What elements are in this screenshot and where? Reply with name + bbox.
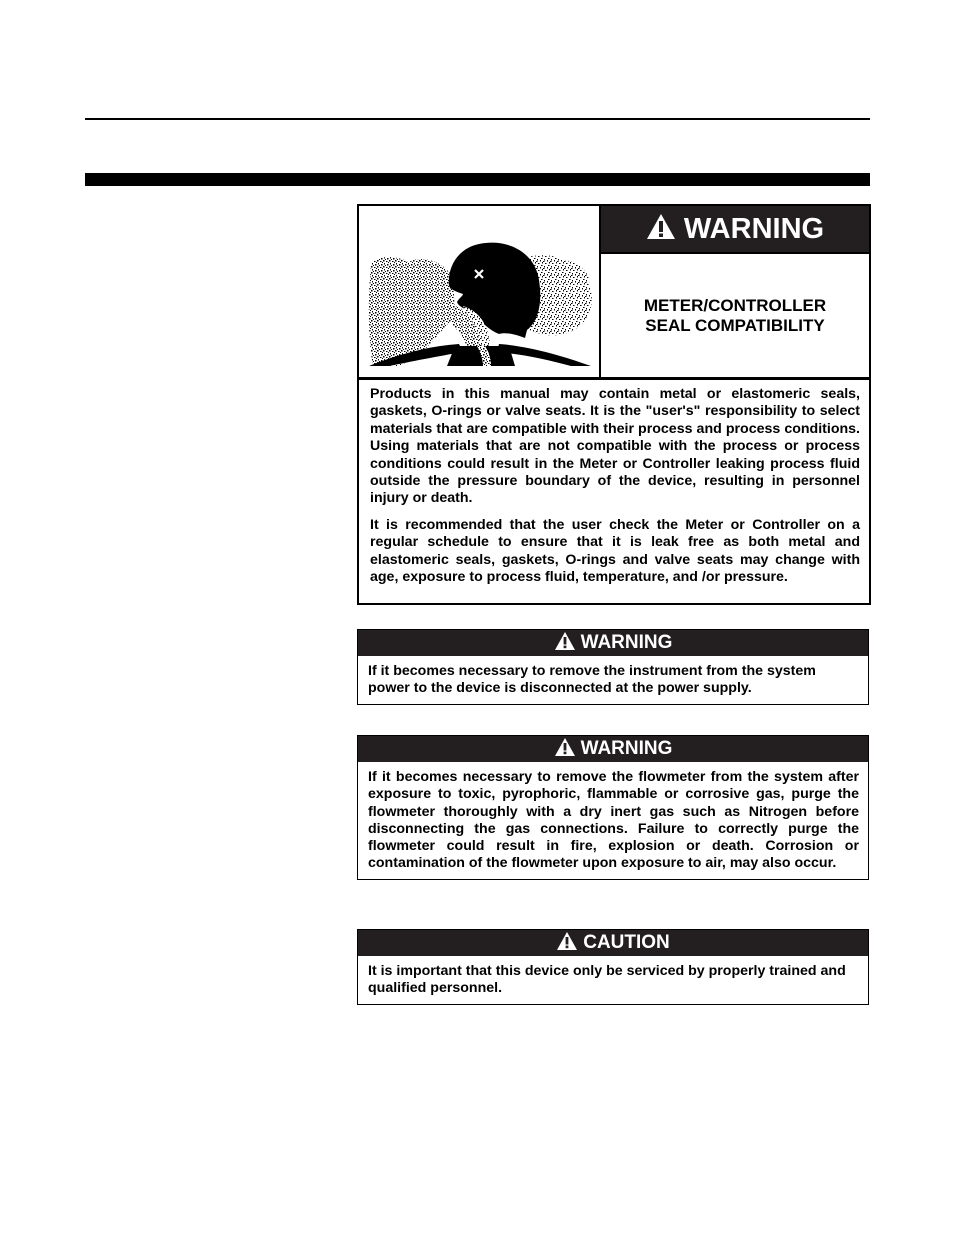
alert-header [358,930,868,956]
toxic-gas-inhalation-icon [359,206,601,377]
warning-header [601,206,869,252]
warning-subtitle [601,254,869,377]
power-disconnect-warning [357,629,869,705]
subtitle-line-1: METER/CONTROLLER [643,295,827,315]
warning-paragraph: Products in this manual may contain metal or elastomeric seals, gaskets, O-rings or valve seats. It is the "user's" responsibility to select materials that are compatible with their process and process conditions. Using materials that are not compatible with the process or process conditions could result in the Meter or Controller leaking process fluid outside the pressure boundary of the device, resulting in personnel injury or death. [370,386,860,507]
warning-body [370,386,860,595]
header-rule-thin [85,118,870,120]
warning-triangle-icon [556,931,578,956]
alert-body: If it becomes necessary to remove the flowmeter from the system after exposure to toxic, pyrophoric, flammable or corrosive gas, purge the flowmeter thoroughly with a dry inert gas such as Nitrogen before disconnecting the gas connections. Failure to correctly purge the flowmeter could result in fire, explosion or death. Corrosion or contamination of the flowmeter upon exposure to air, may also occur. [368,769,859,872]
alert-header [358,736,868,762]
alert-header [358,630,868,656]
alert-body: It is important that this device only be serviced by properly trained and qualified personnel. [368,963,846,997]
alert-header-label: WARNING [580,632,673,653]
warning-triangle-icon [554,631,576,656]
subtitle-line-2: SEAL COMPATIBILITY [645,315,825,335]
warning-paragraph: It is recommended that the user check the Meter or Controller on a regular schedule to ensure that it is leak free as both metal and elastomeric seals, gaskets, O-rings and valve seats may change with age, exposure to process fluid, temperature, and /or pressure. [370,516,860,586]
warning-triangle-icon [554,737,576,762]
warning-top-section [359,206,869,380]
warning-header-label: WARNING [683,212,825,245]
seal-compatibility-warning [357,204,871,605]
service-caution [357,929,869,1005]
header-rule-thick [85,173,870,186]
alert-body: If it becomes necessary to remove the instrument from the system power to the device is disconnected at the power supply. [368,663,816,697]
alert-header-label: WARNING [580,738,673,759]
purge-flowmeter-warning [357,735,869,880]
alert-header-label: CAUTION [583,932,670,953]
warning-triangle-icon [646,213,676,245]
